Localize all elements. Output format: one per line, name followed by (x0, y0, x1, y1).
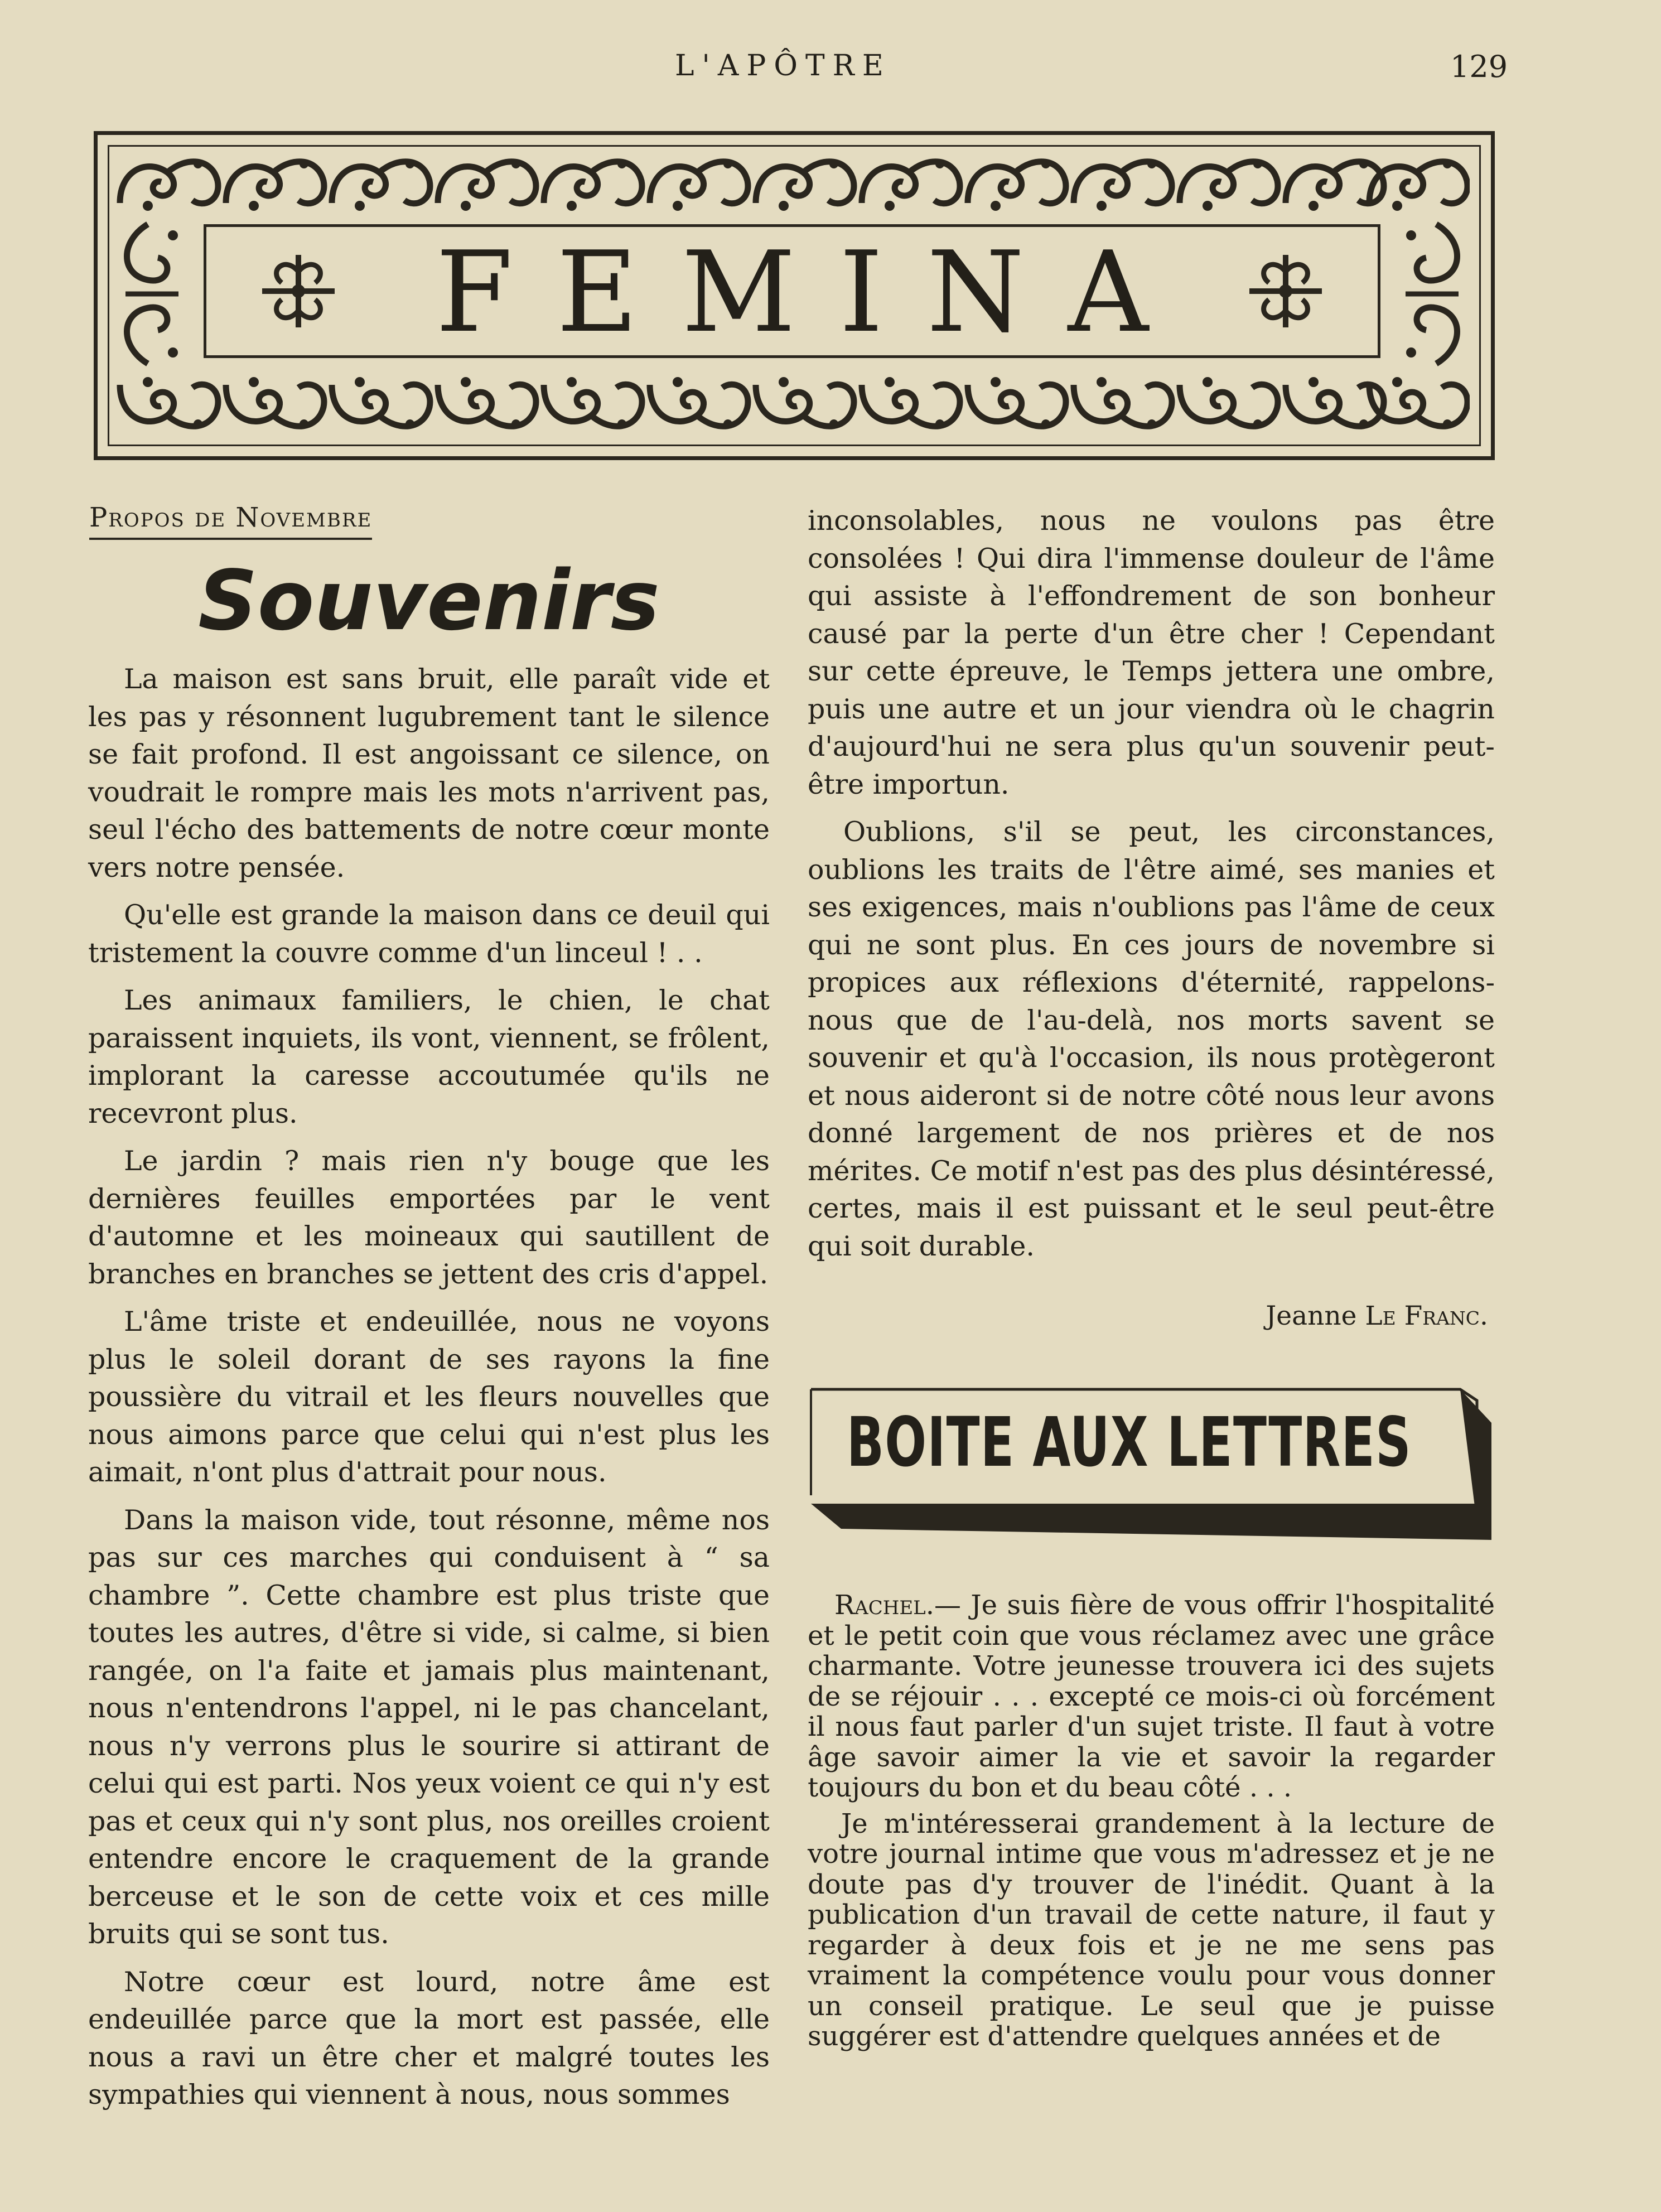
article-paragraph: Qu'elle est grande la maison dans ce deuil qui tristement la couvre comme d'un linceul ! . . (88, 899, 770, 969)
article-signature (808, 1301, 1488, 1331)
scroll-ornament-top (114, 147, 1470, 220)
scroll-ornament-right (1397, 219, 1470, 369)
left-column (88, 502, 770, 2124)
mailbox-heading (808, 1378, 1495, 1545)
scroll-ornament-bottom (114, 368, 1470, 441)
right-column (808, 502, 1495, 2058)
letter-reply-text: — Je suis fière de vous offrir l'hospitalité et le petit coin que vous réclamez avec une grâce charmante. Votre jeunesse trouvera ici des sujets de se réjouir . . . excepté ce mois-ci où forcément il nous faut parler d'un sujet triste. Il faut à votre âge savoir aimer la vie et savoir la regarder toujours du bon et du beau côté . . . (808, 1590, 1495, 1803)
femina-banner (94, 131, 1495, 460)
article-paragraph: Le jardin ? mais rien n'y bouge que les dernières feuilles emportées par le vent d'automne et les moineaux qui sautillent de branches en branches se jettent des cris d'appel. (88, 1145, 770, 1290)
article-continuation: inconsolables, nous ne voulons pas être consolées ! Qui dira l'immense douleur de l'âme qui assiste à l'effondrement de son bonheur causé par la perte d'un être cher ! Cependant sur cette épreuve, le Temps jettera une ombre, puis une autre et un jour viendra où le chagrin d'aujourd'hui ne sera plus qu'un souvenir peut-être importun. (808, 505, 1495, 800)
recipient-name: Rachel. (834, 1590, 935, 1621)
letters-section (808, 1590, 1495, 2052)
article-paragraph: Dans la maison vide, tout résonne, même nos pas sur ces marches qui conduisent à “ sa chambre ”. Cette chambre est plus triste que toutes les autres, d'être si vide, si calme, si bien rangée, on l'a faite et jamais plus maintenant, nous n'entendrons l'appel, ni le pas chancelant, nous n'y verrons plus le sourire si attirant de celui qui est parti. Nos yeux voient ce qui n'y est pas et ceux qui n'y sont plus, nos oreilles croient entendre encore le craquement de la grande berceuse et le son de cette voix et ces mille bruits qui se sont tus. (88, 1504, 770, 1950)
signature-surname: Le Franc. (1365, 1301, 1488, 1331)
article-paragraph: Oublions, s'il se peut, les circonstances, oublions les traits de l'être aimé, ses manies et ses exigences, mais n'oublions pas l'âme de ceux qui ne sont plus. En ces jours de novembre si propices aux réflexions d'éternité, rappelons-nous que de l'au-delà, nos morts savent se souvenir et qu'à l'occasion, ils nous protègeront et nous aideront si de notre côté nous leur avons donné largement de nos prières et de nos mérites. Ce motif n'est pas des plus désintéressé, certes, mais il est puissant et le seul peut-être qui soit durable. (808, 816, 1495, 1262)
article-paragraph: Notre cœur est lourd, notre âme est endeuillée parce que la mort est passée, elle nous a ravi un être cher et malgré toutes les sympathies qui viennent à nous, nous sommes (88, 1965, 770, 2110)
article-paragraph: Les animaux familiers, le chien, le chat paraissent inquiets, ils vont, viennent, se frôlent, implorant la caresse accoutumée qu'ils ne recevront plus. (88, 984, 770, 1129)
letter-reply-paragraph (808, 1590, 1495, 1803)
article-headline: Souvenirs (198, 553, 660, 649)
signature-first-name: Jeanne (1266, 1301, 1357, 1331)
article-paragraph: L'âme triste et endeuillée, nous ne voyons plus le soleil dorant de ses rayons la fine poussière du vitrail et les fleurs nouvelles que nous aimons parce que celui qui n'est plus les aimait, n'ont plus d'attrait pour nous. (88, 1306, 770, 1488)
article-paragraph: La maison est sans bruit, elle paraît vide et les pas y résonnent lugubrement tant le silence se fait profond. Il est angoissant ce silence, on voudrait le rompre mais les mots n'arrivent pas, seul l'écho des battements de notre cœur monte vers notre pensée. (88, 663, 770, 883)
fleuron-right-icon (1244, 249, 1327, 333)
journal-title: L'APÔTRE (675, 49, 891, 83)
letter-reply-paragraph: Je m'intéresserai grandement à la lecture de votre journal intime que vous m'adressez et je ne doute pas d'y trouver de l'inédit. Quant à la publication d'un travail de cette nature, il faut y regarder à deux fois et je ne me sens pas vraiment la compétence voulu pour vous donner un conseil pratique. Le seul que je puisse suggérer est d'attendre quelques années et de (808, 1808, 1495, 2052)
page-number: 129 (1450, 49, 1508, 84)
mailbox-title: BOITE AUX LETTRES (847, 1403, 1412, 1482)
scroll-ornament-left (114, 219, 187, 369)
banner-title: FEMINA (436, 228, 1192, 358)
banner-title-box (204, 224, 1380, 358)
article-kicker: Propos de Novembre (89, 502, 372, 540)
running-head (0, 49, 1661, 88)
